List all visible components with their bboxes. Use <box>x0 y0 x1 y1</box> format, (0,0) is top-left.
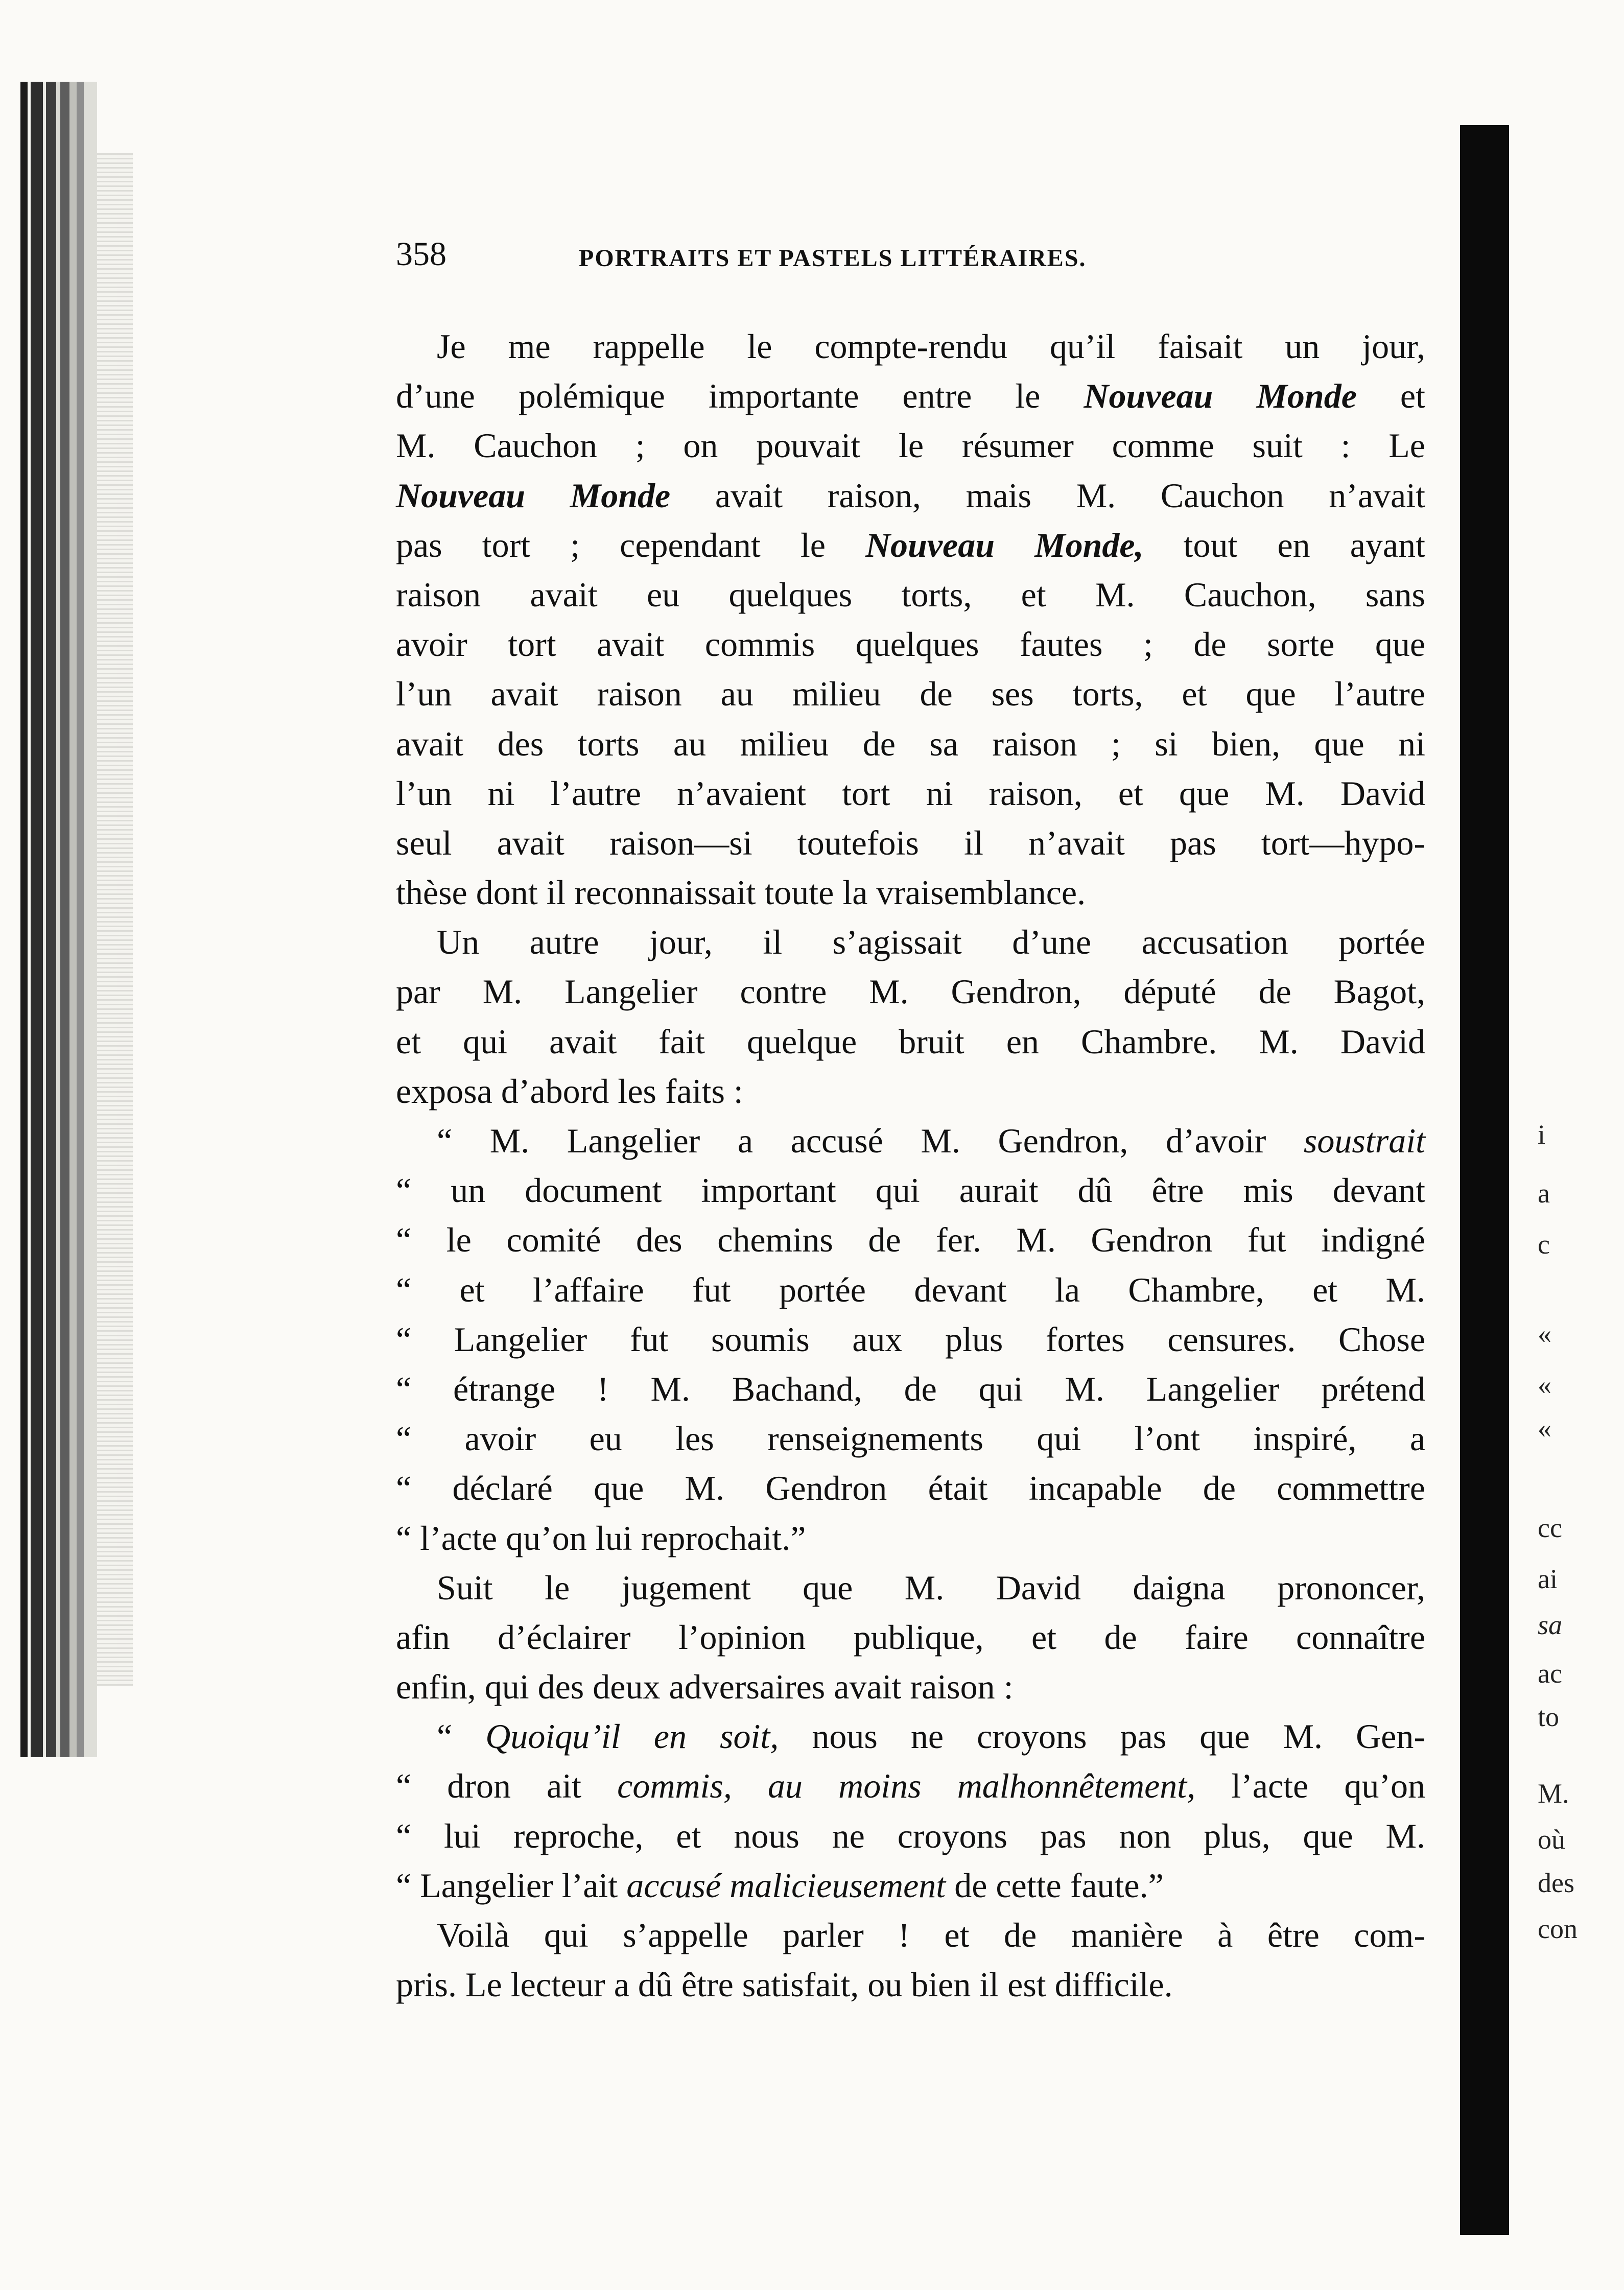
text-run: l’acte qu’on <box>1195 1766 1425 1806</box>
adjacent-page-fragment: où <box>1538 1824 1565 1855</box>
text-line <box>396 421 1425 470</box>
text-run: avait raison, mais M. Cauchon n’avait <box>670 476 1426 515</box>
text-line <box>396 1910 1425 1960</box>
body-text <box>396 322 1425 2010</box>
text-run: Je me rappelle le compte-rendu qu’il faisait un jour, <box>437 327 1425 366</box>
adjacent-page-fragment: ac <box>1538 1658 1562 1689</box>
emphasized-text: Nouveau Monde <box>396 476 671 515</box>
text-line <box>396 917 1425 967</box>
text-line <box>396 322 1425 371</box>
text-line <box>396 471 1425 521</box>
emphasized-text: accusé malicieusement <box>626 1866 946 1905</box>
text-run: afin d’éclairer l’opinion publique, et de faire connaître <box>396 1617 1425 1657</box>
text-run: et <box>1356 376 1426 416</box>
text-run: “ et l’affaire fut portée devant la Chambre, et M. <box>396 1270 1425 1309</box>
text-run: “ un document important qui aurait dû être mis devant <box>396 1171 1425 1210</box>
text-line <box>396 769 1425 818</box>
adjacent-page-fragment: « <box>1538 1413 1551 1444</box>
text-run: avait des torts au milieu de sa raison ; si bien, que ni <box>396 724 1425 763</box>
text-run: thèse dont il reconnaissait toute la vraisemblance. <box>396 873 1086 912</box>
text-line <box>396 1861 1425 1910</box>
adjacent-page-fragment: sa <box>1538 1610 1563 1640</box>
text-line <box>396 1514 1425 1563</box>
text-line <box>396 818 1425 868</box>
text-run: tout en ayant <box>1143 525 1425 564</box>
text-run: l’un avait raison au milieu de ses torts, et que l’autre <box>396 674 1425 714</box>
text-line <box>396 521 1425 570</box>
scan-binding-shadow-right <box>1460 125 1509 2235</box>
text-line <box>396 1116 1425 1166</box>
text-line <box>396 1315 1425 1364</box>
text-run: “ dron ait <box>396 1766 618 1806</box>
text-run: “ le comité des chemins de fer. M. Gendron fut indigné <box>396 1220 1425 1260</box>
text-line <box>396 371 1425 421</box>
text-line <box>396 1563 1425 1613</box>
text-run: Voilà qui s’appelle parler ! et de manière à être com- <box>437 1916 1425 1954</box>
text-line <box>396 1265 1425 1315</box>
text-run: M. Cauchon ; on pouvait le résumer comme suit : Le <box>396 426 1425 465</box>
emphasized-text: Nouveau Monde, <box>865 525 1144 564</box>
adjacent-page-fragment: cc <box>1538 1513 1562 1543</box>
text-run: d’une polémique importante entre le <box>396 376 1084 416</box>
text-line <box>396 868 1425 917</box>
page-number: 358 <box>396 235 446 273</box>
text-run: pris. Le lecteur a dû être satisfait, ou bien il est difficile. <box>396 1965 1173 2004</box>
text-line <box>396 620 1425 669</box>
scan-binding-shadow-left <box>20 82 97 1757</box>
text-line <box>396 1017 1425 1067</box>
emphasized-text: Quoiqu’il en soit, <box>485 1717 779 1756</box>
text-line <box>396 570 1425 620</box>
text-run: avoir tort avait commis quelques fautes ; de sorte que <box>396 625 1425 664</box>
text-line <box>396 1662 1425 1712</box>
text-line <box>396 1067 1425 1116</box>
text-run: seul avait raison—si toutefois il n’avait pas tort—hypo- <box>396 823 1425 862</box>
text-run: “ Langelier l’ait <box>396 1866 627 1905</box>
text-line <box>396 1215 1425 1265</box>
text-run: “ M. Langelier a accusé M. Gendron, d’avoir <box>437 1121 1304 1160</box>
text-line <box>396 1712 1425 1761</box>
adjacent-page-fragment: « <box>1538 1318 1551 1349</box>
text-run: “ déclaré que M. Gendron était incapable de commettre <box>396 1469 1425 1508</box>
text-run: de cette faute.” <box>946 1866 1164 1905</box>
text-line <box>396 1613 1425 1662</box>
adjacent-page-fragment: c <box>1538 1229 1550 1260</box>
text-line <box>396 1811 1425 1861</box>
adjacent-page-fragment: « <box>1538 1370 1551 1400</box>
text-run: “ <box>437 1717 486 1756</box>
adjacent-page-fragment: i <box>1538 1119 1546 1150</box>
book-page <box>396 235 1425 2010</box>
emphasized-text: soustrait <box>1303 1121 1425 1160</box>
text-line <box>396 1761 1425 1811</box>
text-run: “ lui reproche, et nous ne croyons pas non plus, que M. <box>396 1816 1425 1855</box>
text-run: “ étrange ! M. Bachand, de qui M. Langelier prétend <box>396 1369 1425 1408</box>
text-line <box>396 1414 1425 1463</box>
text-line <box>396 1166 1425 1215</box>
text-run: l’un ni l’autre n’avaient tort ni raison, et que M. David <box>396 773 1425 813</box>
adjacent-page-fragment: M. <box>1538 1778 1569 1809</box>
text-run: pas tort ; cependant le <box>396 525 865 564</box>
text-run: Un autre jour, il s’agissait d’une accusation portée <box>437 923 1425 962</box>
emphasized-text: commis, au moins malhonnêtement, <box>617 1766 1196 1806</box>
text-run: nous ne croyons pas que M. Gen- <box>779 1717 1426 1756</box>
text-run: “ Langelier fut soumis aux plus fortes censures. Chose <box>396 1319 1425 1359</box>
adjacent-page-fragment: a <box>1538 1178 1550 1209</box>
adjacent-page-fragment: ai <box>1538 1564 1558 1594</box>
text-run: et qui avait fait quelque bruit en Chambre. M. David <box>396 1022 1425 1061</box>
text-run: enfin, qui des deux adversaires avait raison : <box>396 1667 1014 1707</box>
text-run: exposa d’abord les faits : <box>396 1071 743 1111</box>
scan-gutter-noise <box>97 153 133 1686</box>
text-run: Suit le jugement que M. David daigna prononcer, <box>437 1568 1425 1607</box>
text-line <box>396 1463 1425 1513</box>
emphasized-text: Nouveau Monde <box>1084 376 1357 416</box>
text-run: par M. Langelier contre M. Gendron, député de Bagot, <box>396 972 1425 1011</box>
text-run: raison avait eu quelques torts, et M. Cauchon, sans <box>396 575 1425 614</box>
text-line <box>396 1960 1425 2010</box>
text-run: “ avoir eu les renseignements qui l’ont inspiré, a <box>396 1419 1425 1458</box>
adjacent-page-fragment: con <box>1538 1914 1578 1944</box>
text-line <box>396 1364 1425 1414</box>
text-run: “ l’acte qu’on lui reprochait.” <box>396 1518 806 1557</box>
text-line <box>396 719 1425 769</box>
running-title: PORTRAITS ET PASTELS LITTÉRAIRES. <box>579 245 1087 272</box>
text-line <box>396 669 1425 719</box>
page-header <box>396 235 1425 291</box>
text-line <box>396 967 1425 1017</box>
adjacent-page-fragment: des <box>1538 1868 1574 1898</box>
adjacent-page-fragment: to <box>1538 1702 1560 1732</box>
